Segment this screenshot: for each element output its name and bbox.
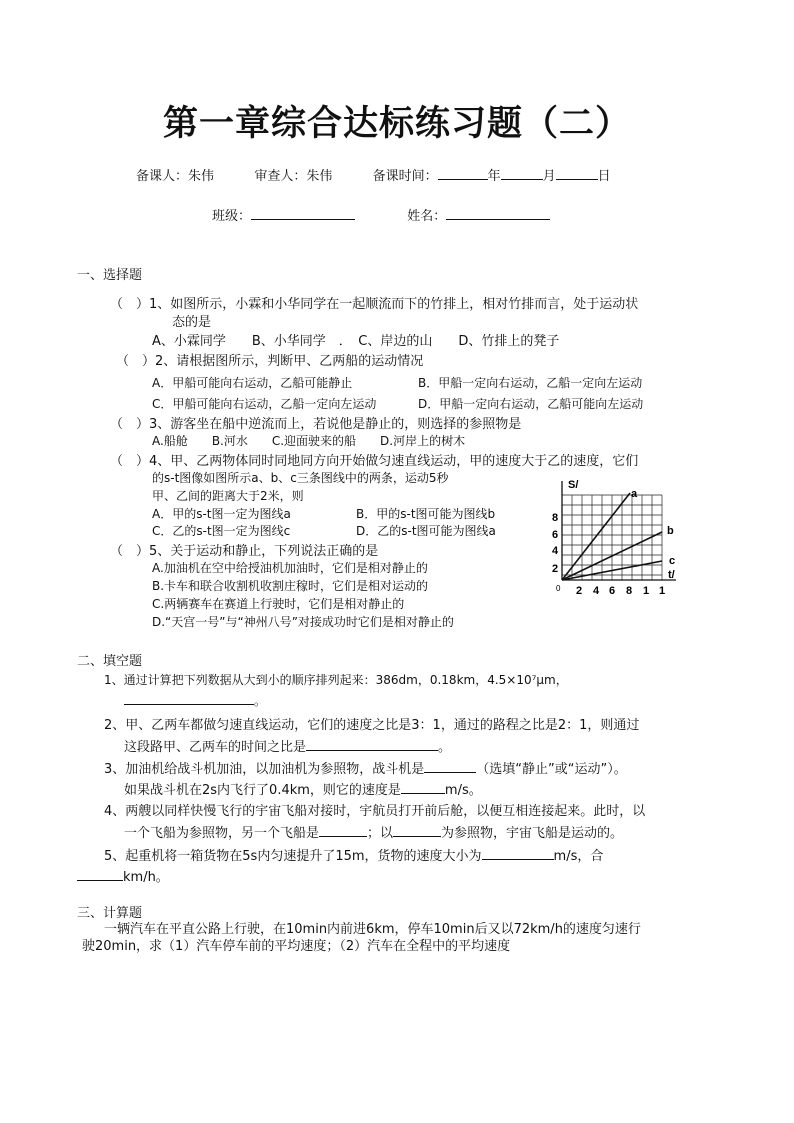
reviewer-label: 审查人：	[254, 169, 307, 184]
y-tick-2: 2	[552, 563, 559, 575]
line-a-label: a	[631, 488, 638, 500]
fill-q5-line2	[77, 866, 169, 885]
q4-stem: （ ）4、甲、乙两物体同时同地同方向开始做匀速直线运动，甲的速度大于乙的速度，它们	[110, 454, 639, 469]
q5-option-a: A.加油机在空中给授油机加油时，它们是相对静止的	[152, 561, 428, 575]
q3-options: A.船舱 B.河水 C.迎面驶来的船 D.河岸上的树木	[152, 434, 466, 448]
fill-q2-end: 。	[438, 740, 452, 755]
q4-stem-cont2: 甲、乙间的距离大于2米，则	[152, 489, 304, 503]
q2-option-a: A．甲船可能向右运动，乙船可能静止	[152, 376, 353, 390]
q4-option-d: D．乙的s-t图可能为图线a	[356, 524, 496, 538]
fill-q3-blank[interactable]	[424, 760, 476, 773]
fill-q1-end: 。	[254, 694, 267, 708]
student-info	[212, 205, 550, 224]
q4-option-c: C．乙的s-t图一定为图线c	[152, 524, 291, 538]
fill-q5-text: 5、起重机将一箱货物在5s内匀速提升了15m，货物的速度大小为	[104, 849, 482, 864]
fill-q2-line	[124, 736, 451, 755]
q2-stem: （ ）2、请根据图所示，判断甲、乙两船的运动情况	[116, 354, 424, 369]
q2-option-c: C．甲船可能向右运动，乙船一定向左运动	[152, 397, 377, 411]
line-c-label: c	[669, 555, 676, 567]
fill-q4: 4、两艘以同样快慢飞行的宇宙飞船对接时，宇航员打开前后舱，以便互相连接起来。此时，以	[104, 804, 646, 819]
q1-stem: （ ）1、如图所示，小霖和小华同学在一起顺流而下的竹排上，相对竹排而言，处于运动状	[110, 297, 639, 312]
fill-q3-line2	[124, 779, 482, 798]
y-tick-6: 6	[552, 529, 559, 541]
year-text: 年	[487, 169, 501, 184]
section1-heading: 一、选择题	[77, 268, 143, 283]
reviewer-name: 朱伟	[306, 169, 333, 184]
x-tick-6: 6	[609, 585, 616, 597]
q5-option-d: D.“天宫一号”与“神州八号”对接成功时它们是相对静止的	[152, 615, 454, 629]
q5-stem: （ ）5、关于运动和静止，下列说法正确的是	[110, 544, 379, 559]
s-axis-label: S/	[568, 479, 579, 491]
q1-options: A、小霖同学 B、小华同学 ． C、岸边的山 D、竹排上的凳子	[152, 334, 560, 349]
st-graph	[548, 475, 688, 605]
line-b-label: b	[667, 525, 674, 537]
fill-q5	[104, 845, 603, 864]
page-title: 第一章综合达标练习题（二）	[162, 104, 631, 144]
q2-option-b: B．甲船一定向右运动，乙船一定向左运动	[418, 376, 643, 390]
fill-q5-end: m/s，合	[553, 849, 604, 864]
q5-option-b: B.卡车和联合收割机收割庄稼时，它们是相对运动的	[152, 579, 429, 593]
t-axis-label: t/	[668, 569, 675, 581]
st-graph-svg	[548, 475, 688, 605]
fill-q2-blank[interactable]	[306, 738, 438, 751]
fill-q3-text: 3、加油机给战斗机加油，以加油机为参照物，战斗机是	[104, 762, 425, 777]
fill-q4-text1: 一个飞船为参照物，另一个飞船是	[124, 826, 320, 841]
header-info	[136, 165, 611, 184]
class-blank[interactable]	[251, 207, 355, 220]
preparer-label: 备课人：	[136, 169, 189, 184]
q4-option-a: A．甲的s-t图一定为图线a	[152, 507, 291, 521]
graph-grid	[562, 495, 662, 580]
fill-q1: 1、通过计算把下列数据从大到小的顺序排列起来：386dm，0.18km，4.5×10⁷μm，	[104, 673, 568, 687]
fill-q3-blank2[interactable]	[401, 781, 445, 794]
q2-option-d: D．甲船一定向右运动，乙船可能向左运动	[418, 397, 644, 411]
q5-option-c: C.两辆赛车在赛道上行驶时，它们是相对静止的	[152, 597, 405, 611]
fill-q1-blank[interactable]	[124, 692, 254, 705]
q4-stem-cont: 的s-t图像如图所示a、b、c三条图线中的两条，运动5秒	[152, 471, 449, 485]
name-blank[interactable]	[446, 207, 550, 220]
x-tick-12: 1	[659, 585, 666, 597]
calc-problem-line2: 驶20min，求（1）汽车停车前的平均速度；（2）汽车在全程中的平均速度	[82, 939, 511, 954]
x-tick-4: 4	[593, 585, 600, 597]
name-label: 姓名：	[407, 209, 447, 224]
fill-q5-blank2[interactable]	[77, 868, 123, 881]
fill-q5-blank[interactable]	[482, 847, 554, 860]
year-blank[interactable]	[438, 167, 488, 180]
fill-q4-line2	[124, 822, 623, 841]
class-label: 班级：	[212, 209, 252, 224]
fill-q2-text: 这段路甲、乙两车的时间之比是	[124, 740, 307, 755]
calc-problem-line1: 一辆汽车在平直公路上行驶，在10min内前进6km，停车10min后又以72km/h的速度匀速行	[104, 922, 641, 937]
y-tick-4: 4	[552, 545, 559, 557]
preparer-name: 朱伟	[188, 169, 215, 184]
origin-label: 0	[556, 584, 561, 593]
x-tick-10: 1	[643, 585, 650, 597]
fill-q1-line	[124, 692, 266, 709]
fill-q4-blank2[interactable]	[393, 824, 441, 837]
section2-heading: 二、填空题	[77, 654, 143, 669]
fill-q2: 2、甲、乙两车都做匀速直线运动，它们的速度之比是3：1，通过的路程之比是2：1，则通过	[104, 718, 640, 733]
fill-q3-end2: m/s。	[444, 783, 482, 798]
fill-q4-text2: ；以	[367, 826, 394, 841]
fill-q3	[104, 758, 627, 777]
q3-stem: （ ）3、游客坐在船中逆流而上，若说他是静止的，则选择的参照物是	[110, 417, 522, 432]
x-tick-2: 2	[576, 585, 583, 597]
month-blank[interactable]	[501, 167, 543, 180]
day-blank[interactable]	[556, 167, 598, 180]
day-text: 日	[597, 169, 611, 184]
y-tick-8: 8	[552, 512, 559, 524]
fill-q3-text2: 如果战斗机在2s内飞行了0.4km，则它的速度是	[124, 783, 401, 798]
q1-stem-cont: 态的是	[172, 315, 212, 330]
fill-q3-end: （选填“静止”或“运动”）。	[476, 762, 627, 777]
fill-q4-blank1[interactable]	[319, 824, 367, 837]
q4-option-b: B．甲的s-t图可能为图线b	[356, 507, 496, 521]
month-text: 月	[542, 169, 556, 184]
section3-heading: 三、计算题	[77, 906, 143, 921]
fill-q5-end2: km/h。	[123, 870, 169, 885]
x-tick-8: 8	[626, 585, 633, 597]
fill-q4-text3: 为参照物，宇宙飞船是运动的。	[441, 826, 624, 841]
time-label: 备课时间：	[372, 169, 438, 184]
